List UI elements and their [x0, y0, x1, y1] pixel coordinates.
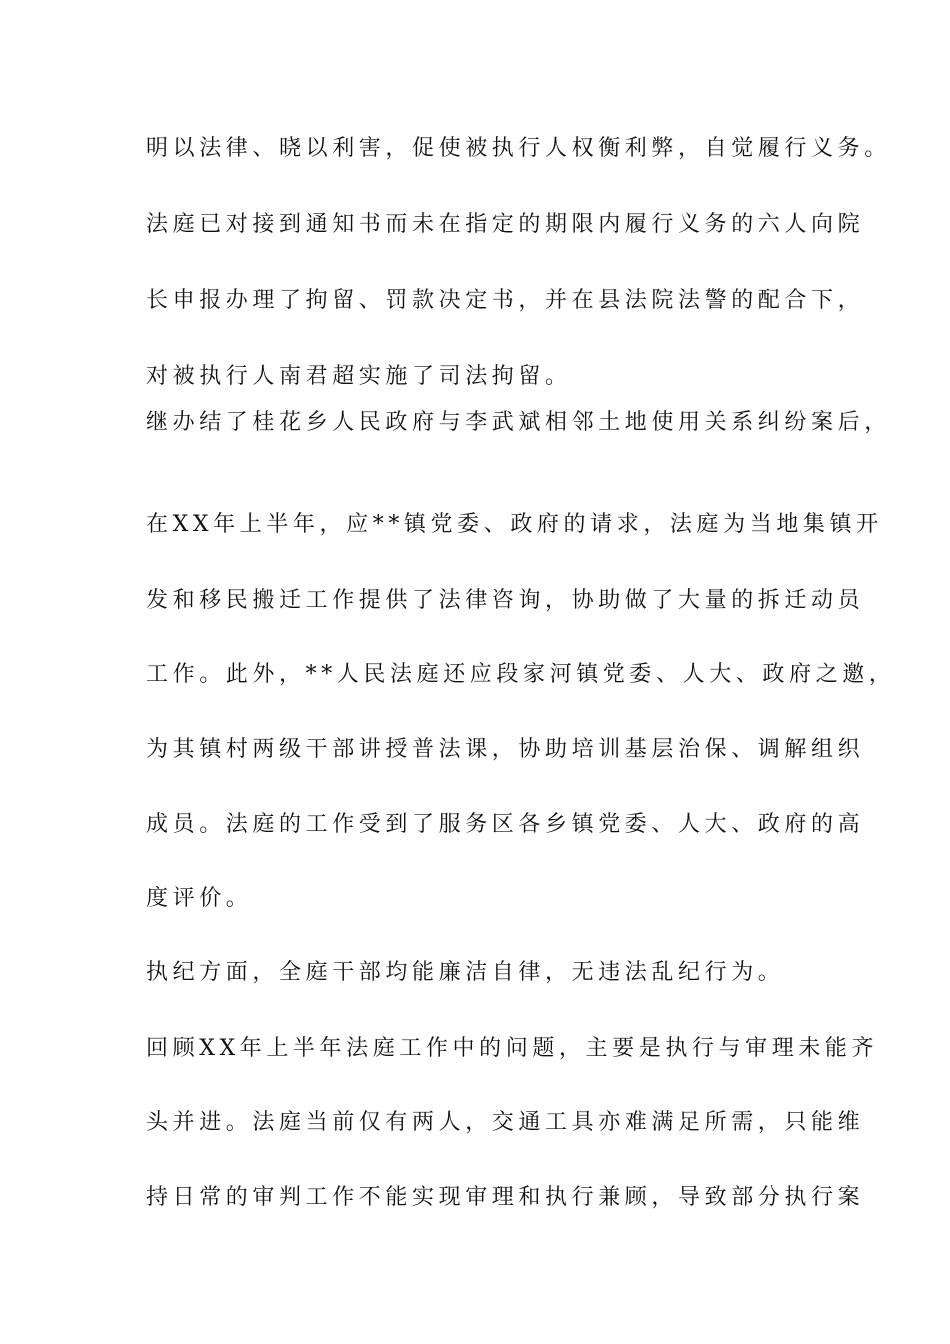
text-line-15: 持日常的审判工作不能实现审理和执行兼顾，导致部分执行案	[146, 1185, 865, 1210]
text-line-12: 执纪方面，全庭干部均能廉洁自律，无违法乱纪行为。	[146, 960, 785, 985]
text-line-5: 继办结了桂花乡人民政府与李武斌相邻土地使用关系纠纷案后，	[146, 410, 891, 435]
text-line-10: 成员。法庭的工作受到了服务区各乡镇党委、人大、政府的高	[146, 812, 865, 837]
text-line-3: 长申报办理了拘留、罚款决定书，并在县法院法警的配合下，	[146, 288, 865, 313]
text-line-11: 度评价。	[146, 886, 253, 911]
text-line-14: 头并进。法庭当前仅有两人，交通工具亦难满足所需，只能维	[146, 1110, 865, 1135]
text-line-8: 工作。此外，**人民法庭还应段家河镇党委、人大、政府之邀，	[146, 662, 896, 687]
text-line-4: 对被执行人南君超实施了司法拘留。	[146, 364, 572, 389]
text-line-1: 明以法律、晓以利害，促使被执行人权衡利弊，自觉履行义务。	[146, 136, 891, 161]
text-line-2: 法庭已对接到通知书而未在指定的期限内履行义务的六人向院	[146, 212, 865, 237]
text-line-7: 发和移民搬迁工作提供了法律咨询，协助做了大量的拆迁动员	[146, 588, 865, 613]
text-line-13: 回顾XX年上半年法庭工作中的问题，主要是执行与审理未能齐	[146, 1036, 879, 1061]
text-line-9: 为其镇村两级干部讲授普法课，协助培训基层治保、调解组织	[146, 737, 865, 762]
text-line-6: 在XX年上半年，应**镇党委、政府的请求，法庭为当地集镇开	[146, 512, 883, 537]
